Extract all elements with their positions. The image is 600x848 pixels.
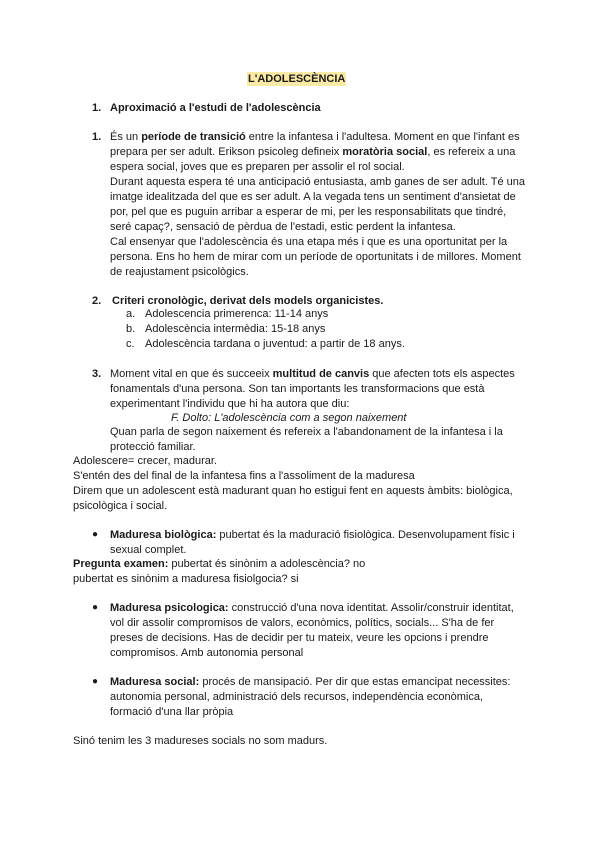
paragraph-line: compromisos. Amb autonomia personal [110,647,304,659]
list-marker: c. [126,338,135,350]
section-heading: Aproximació a l'estudi de l'adolescència [110,102,321,114]
section-heading: Criteri cronològic, derivat dels models organicistes. [112,295,384,307]
bullet-icon: ● [92,602,99,613]
paragraph-line: autonomia personal, administració dels recursos, independència econòmica, [110,691,483,703]
paragraph-line: protecció familiar. [110,441,196,453]
heading-number: 1. [92,102,102,114]
paragraph-line: espera social, joves que es preparen per assolir el rol social. [110,161,405,173]
paragraph-line: fonamentals d'una persona. Son tan importants les transformacions que està [110,383,485,395]
paragraph-line: prepara per ser adult. Erikson psicoleg defineix moratòria social, es refereix a una [110,146,516,158]
closing-line: Sinó tenim les 3 madureses socials no som madurs. [73,735,328,747]
paragraph-line: Direm que un adolescent està madurant quan ho estigui fent en aquests àmbits: biològica, [73,485,513,497]
bullet-icon: ● [92,676,99,687]
paragraph-line: vol dir assolir compromisos de valors, econòmics, polítics, socials... S'ha de fer [110,617,495,629]
paragraph-line: S'entén des del final de la infantesa fins a l'assoliment de la maduresa [73,470,415,482]
paragraph-line: Moment vital en que és succeeix multitud de canvis que afecten tots els aspectes [110,368,515,380]
paragraph-line: imatge idealitzada del que es ser adult. A la vegada tens un sentiment d'ansietat de [110,191,516,203]
list-marker: b. [126,323,136,335]
item-number-1: 1. [92,131,102,143]
list-marker: a. [126,308,136,320]
paragraph-line: por, pel que es puguin arribar a esperar de mi, per les responsabilitats que tindré, [110,206,507,218]
paragraph-line: de reajustament psicològics. [110,266,249,278]
paragraph-line: Cal ensenyar que l'adolescència és una etapa més i que es una oportunitat per la [110,236,508,248]
paragraph-line: Quan parla de segon naixement és refereix a l'abandonament de la infantesa i la [110,426,503,438]
quote: F. Dolto: L'adolescència com a segon naixement [171,412,407,424]
paragraph-line: experimentant l'individu que hi ha autora que diu: [110,398,350,410]
list-item: Adolescencia primerenca: 11-14 anys [145,308,329,320]
paragraph-line: Adolescere= crecer, madurar. [73,455,217,467]
paragraph-line: seré capaç?, sensació de pèrdua de l'estadi, estic perdent la infantesa. [110,221,456,233]
paragraph-line: Durant aquesta espera té una anticipació entusiasta, amb ganes de ser adult. Té una [110,176,526,188]
page-title: L'ADOLESCÈNCIA [248,73,346,85]
item-number-2: 2. [92,295,102,307]
list-item: Adolescència tardana o juventud: a partir de 18 anys. [145,338,405,350]
paragraph-line: És un període de transició entre la infantesa i l'adultesa. Moment en que l'infant es [110,131,520,143]
paragraph-line: persona. Ens ho hem de mirar com un període de oportunitats i de millores. Moment [110,251,521,263]
paragraph-line: Pregunta examen: pubertat és sinònim a adolescència? no [73,558,366,570]
list-item: Adolescència intermèdia: 15-18 anys [145,323,326,335]
paragraph-line: psicològica i social. [73,500,168,512]
paragraph-line: pubertat es sinònim a maduresa fisiolgocia? si [73,573,299,585]
paragraph-line: Maduresa social: procés de mansipació. Per dir que estas emancipat necessites: [110,676,511,688]
paragraph-line: Maduresa biològica: pubertat és la maduració fisiològica. Desenvolupament físic i [110,529,515,541]
item-number-3: 3. [92,368,102,380]
paragraph-line: preses de decisions. Has de decidir per tu mateix, veure les opcions i prendre [110,632,489,644]
paragraph-line: formació d'una llar pròpia [110,706,234,718]
paragraph-line: Maduresa psicologica: construcció d'una nova identitat. Assolir/construir identitat, [110,602,514,614]
paragraph-line: sexual complet. [110,544,187,556]
bullet-icon: ● [92,529,99,540]
